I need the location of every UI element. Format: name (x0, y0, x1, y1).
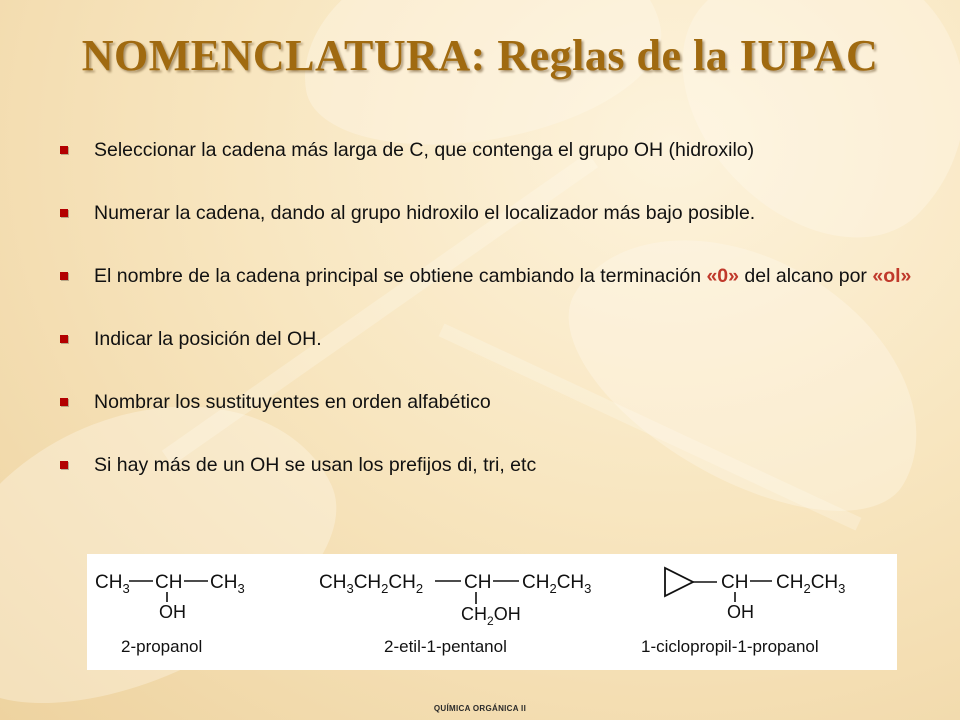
list-item (58, 260, 918, 292)
formula-main-text: CH (155, 572, 183, 593)
rule-text: El nombre de la cadena principal se obtiene cambiando la terminación (94, 265, 707, 287)
list-item (58, 197, 918, 229)
structures-svg (87, 554, 897, 670)
structure-1-ciclopropil-1-propanol (641, 568, 845, 656)
compound-name: 2-etil-1-pentanol (384, 637, 507, 656)
list-item (58, 134, 918, 166)
ending-o-highlight: «0» (706, 265, 739, 287)
substituent-text: OH (159, 602, 186, 622)
substituent-text: OH (727, 602, 754, 622)
square-bullet-icon (60, 461, 68, 469)
formula-main-text: $CH_3CH_2CH_2$ (319, 572, 424, 596)
structures-figure (87, 554, 897, 670)
list-item (58, 386, 918, 418)
rule-text: Numerar la cadena, dando al grupo hidroxilo el localizador más bajo posible. (94, 202, 756, 224)
rule-text: Indicar la posición del OH. (94, 328, 322, 350)
compound-name: 2-propanol (121, 637, 203, 656)
rules-list (58, 134, 918, 512)
formula-main-text: CH (464, 572, 492, 593)
footer-text: QUÍMICA ORGÁNICA II (433, 704, 527, 713)
slide-title: NOMENCLATURA: Reglas de la IUPAC (81, 31, 879, 80)
square-bullet-icon (60, 146, 68, 154)
rule-text: Si hay más de un OH se usan los prefijos di, tri, etc (94, 454, 537, 476)
formula-main-text: $CH_2CH_3$ (776, 572, 846, 596)
structure-2-propanol (95, 572, 245, 656)
rule-text: Seleccionar la cadena más larga de C, que contenga el grupo OH (hidroxilo) (94, 139, 755, 161)
formula-main-text: $CH_3$ (95, 572, 130, 596)
compound-name: 1-ciclopropil-1-propanol (641, 637, 819, 656)
formula-main-text: $CH_3$ (210, 572, 245, 596)
square-bullet-icon (60, 335, 68, 343)
ending-ol-highlight: «ol» (872, 265, 912, 287)
cyclopropyl-ring-icon (665, 568, 693, 596)
square-bullet-icon (60, 272, 68, 280)
rule-text: Nombrar los sustituyentes en orden alfabético (94, 391, 491, 413)
structure-2-etil-1-pentanol (319, 572, 591, 656)
square-bullet-icon (60, 209, 68, 217)
substituent-text: $CH_2OH$ (461, 604, 521, 628)
rule-text: del alcano por (739, 265, 873, 287)
formula-main-text: CH (721, 572, 749, 593)
list-item (58, 449, 918, 481)
list-item (58, 323, 918, 355)
square-bullet-icon (60, 398, 68, 406)
formula-main-text: $CH_2CH_3$ (522, 572, 592, 596)
